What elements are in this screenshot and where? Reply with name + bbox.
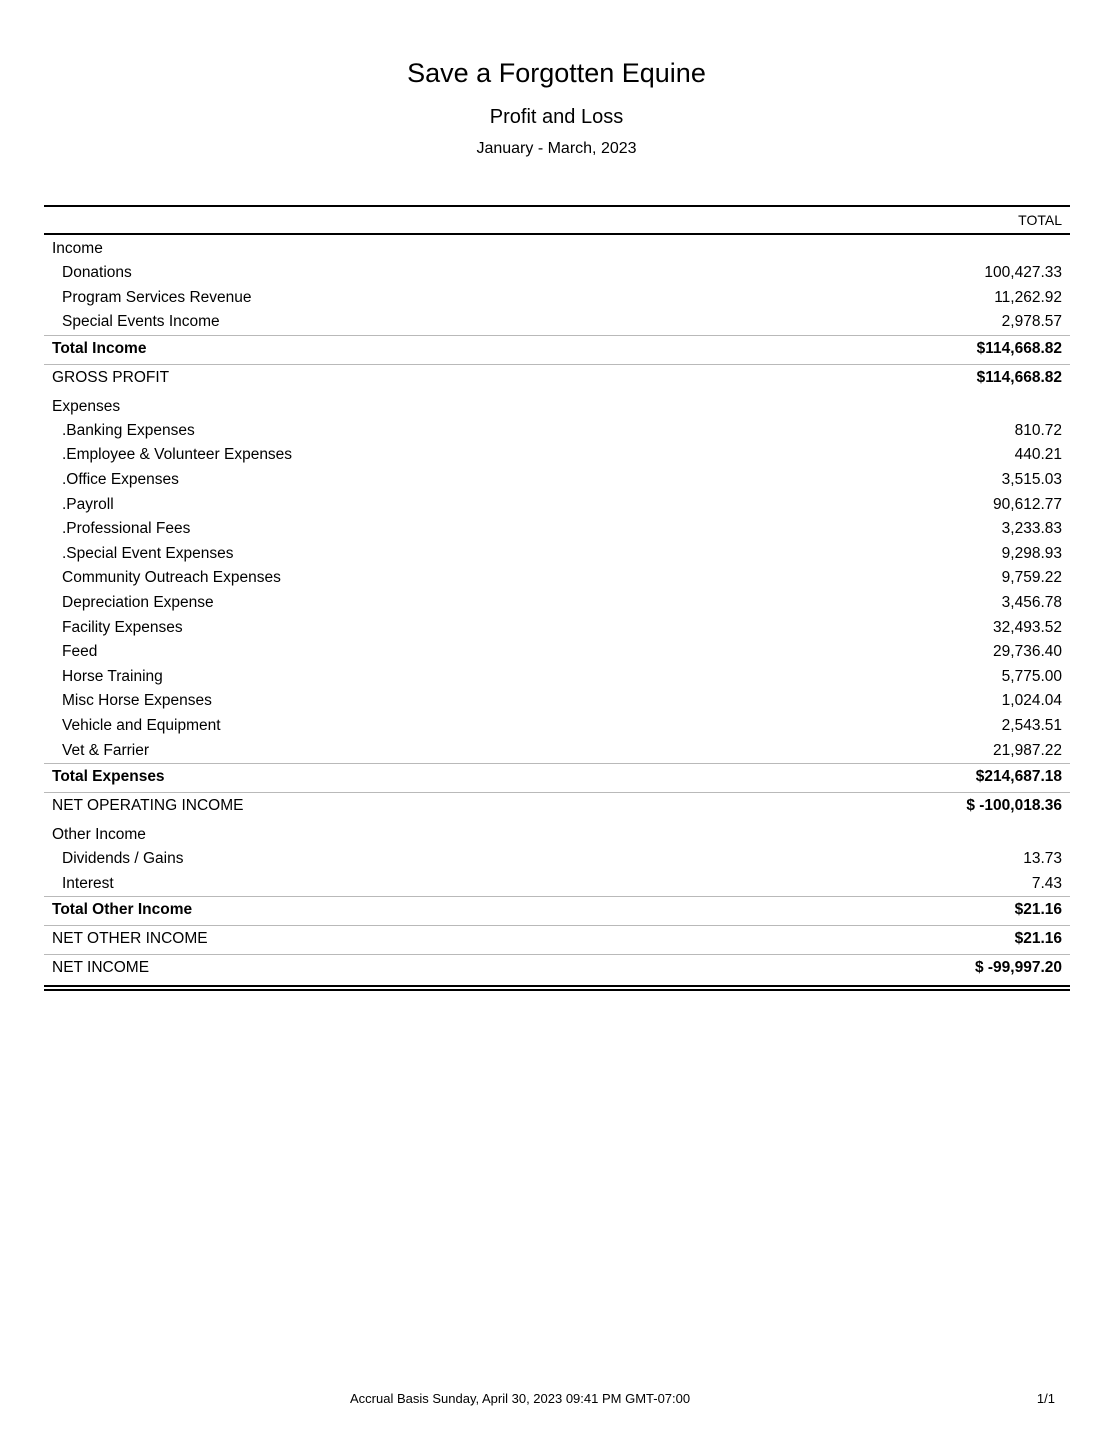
gross-profit-amount: $114,668.82 xyxy=(976,368,1062,386)
net-income-row xyxy=(44,954,1070,983)
table-row xyxy=(44,443,1070,468)
row-amount: 2,543.51 xyxy=(1001,716,1062,734)
row-label: Feed xyxy=(62,643,98,661)
row-amount: 32,493.52 xyxy=(993,618,1062,636)
other-income-section-header xyxy=(44,821,1070,847)
table-row xyxy=(44,616,1070,641)
row-label: Depreciation Expense xyxy=(62,593,214,611)
total-other-income-label: Total Other Income xyxy=(52,901,193,919)
row-label: Dividends / Gains xyxy=(62,850,184,868)
row-amount: 810.72 xyxy=(1014,421,1062,439)
footer-basis-timestamp: Accrual Basis Sunday, April 30, 2023 09:41 PM GMT-07:00 xyxy=(350,1391,691,1406)
other-income-label: Other Income xyxy=(52,826,146,844)
table-row xyxy=(44,286,1070,311)
row-amount: 9,759.22 xyxy=(1001,569,1062,587)
expenses-label: Expenses xyxy=(52,397,121,415)
table-row xyxy=(44,591,1070,616)
income-label: Income xyxy=(52,240,103,257)
row-amount: 3,456.78 xyxy=(1001,593,1062,611)
net-other-income-amount: $21.16 xyxy=(1014,930,1062,948)
table-row xyxy=(44,419,1070,444)
row-label: Misc Horse Expenses xyxy=(62,692,212,710)
row-label: Vehicle and Equipment xyxy=(62,716,221,734)
row-label: Facility Expenses xyxy=(62,618,183,636)
report-period: January - March, 2023 xyxy=(476,140,637,157)
profit-loss-table xyxy=(44,205,1070,991)
table-row xyxy=(44,261,1070,286)
row-label: .Payroll xyxy=(62,495,114,513)
expenses-section-header xyxy=(44,393,1070,419)
row-amount: 90,612.77 xyxy=(993,495,1062,513)
row-amount: 3,233.83 xyxy=(1001,520,1062,538)
report-title: Profit and Loss xyxy=(489,106,624,128)
row-label: .Professional Fees xyxy=(62,520,191,538)
table-row xyxy=(44,689,1070,714)
row-amount: 3,515.03 xyxy=(1001,470,1062,488)
page-number: 1/1 xyxy=(1036,1391,1055,1406)
total-expenses-label: Total Expenses xyxy=(52,768,165,786)
row-amount: 11,262.92 xyxy=(994,288,1062,306)
row-label: Community Outreach Expenses xyxy=(62,569,281,587)
net-other-income-row xyxy=(44,925,1070,954)
table-row xyxy=(44,739,1070,764)
net-operating-income-amount: $ -100,018.36 xyxy=(966,797,1062,815)
total-other-income-row xyxy=(44,896,1070,925)
net-operating-income-label: NET OPERATING INCOME xyxy=(52,797,244,815)
row-label: .Special Event Expenses xyxy=(62,544,234,562)
row-label: Vet & Farrier xyxy=(62,741,149,759)
net-other-income-label: NET OTHER INCOME xyxy=(52,930,208,948)
table-row xyxy=(44,542,1070,567)
row-label: Special Events Income xyxy=(62,313,220,331)
gross-profit-label: GROSS PROFIT xyxy=(52,368,170,386)
total-income-row xyxy=(44,335,1070,364)
table-row xyxy=(44,310,1070,335)
table-row xyxy=(44,468,1070,493)
table-row xyxy=(44,517,1070,542)
table-row xyxy=(44,714,1070,739)
row-label: Horse Training xyxy=(62,667,163,685)
total-column-header: TOTAL xyxy=(1018,212,1062,228)
row-amount: 21,987.22 xyxy=(993,741,1062,759)
row-label: Program Services Revenue xyxy=(62,288,252,306)
row-amount: 440.21 xyxy=(1014,446,1062,464)
row-amount: 100,427.33 xyxy=(984,264,1062,281)
row-amount: 9,298.93 xyxy=(1001,544,1062,562)
row-amount: 7.43 xyxy=(1031,874,1062,892)
table-row xyxy=(44,872,1070,897)
total-expenses-amount: $214,687.18 xyxy=(975,768,1062,786)
row-label: .Office Expenses xyxy=(62,470,179,488)
total-income-label: Total Income xyxy=(52,339,147,357)
net-income-label: NET INCOME xyxy=(52,959,150,977)
table-row xyxy=(44,640,1070,665)
total-other-income-amount: $21.16 xyxy=(1014,901,1062,919)
row-label: Interest xyxy=(62,874,114,892)
row-amount: 5,775.00 xyxy=(1001,667,1062,685)
total-income-amount: $114,668.82 xyxy=(976,339,1062,357)
net-income-amount: $ -99,997.20 xyxy=(974,959,1062,977)
net-operating-income-row xyxy=(44,792,1070,821)
row-label: Donations xyxy=(62,264,132,281)
row-amount: 2,978.57 xyxy=(1001,313,1062,331)
total-expenses-row xyxy=(44,763,1070,792)
table-row xyxy=(44,665,1070,690)
row-amount: 29,736.40 xyxy=(993,643,1062,661)
double-underline-divider xyxy=(44,985,1070,991)
gross-profit-row xyxy=(44,364,1070,393)
column-header-row xyxy=(44,207,1070,235)
row-label: .Employee & Volunteer Expenses xyxy=(62,446,293,464)
table-row xyxy=(44,493,1070,518)
row-amount: 1,024.04 xyxy=(1001,692,1062,710)
table-row xyxy=(44,847,1070,872)
company-name: Save a Forgotten Equine xyxy=(407,58,706,88)
row-label: .Banking Expenses xyxy=(62,421,195,439)
row-amount: 13.73 xyxy=(1023,850,1062,868)
income-section-header xyxy=(44,235,1070,261)
table-row xyxy=(44,566,1070,591)
